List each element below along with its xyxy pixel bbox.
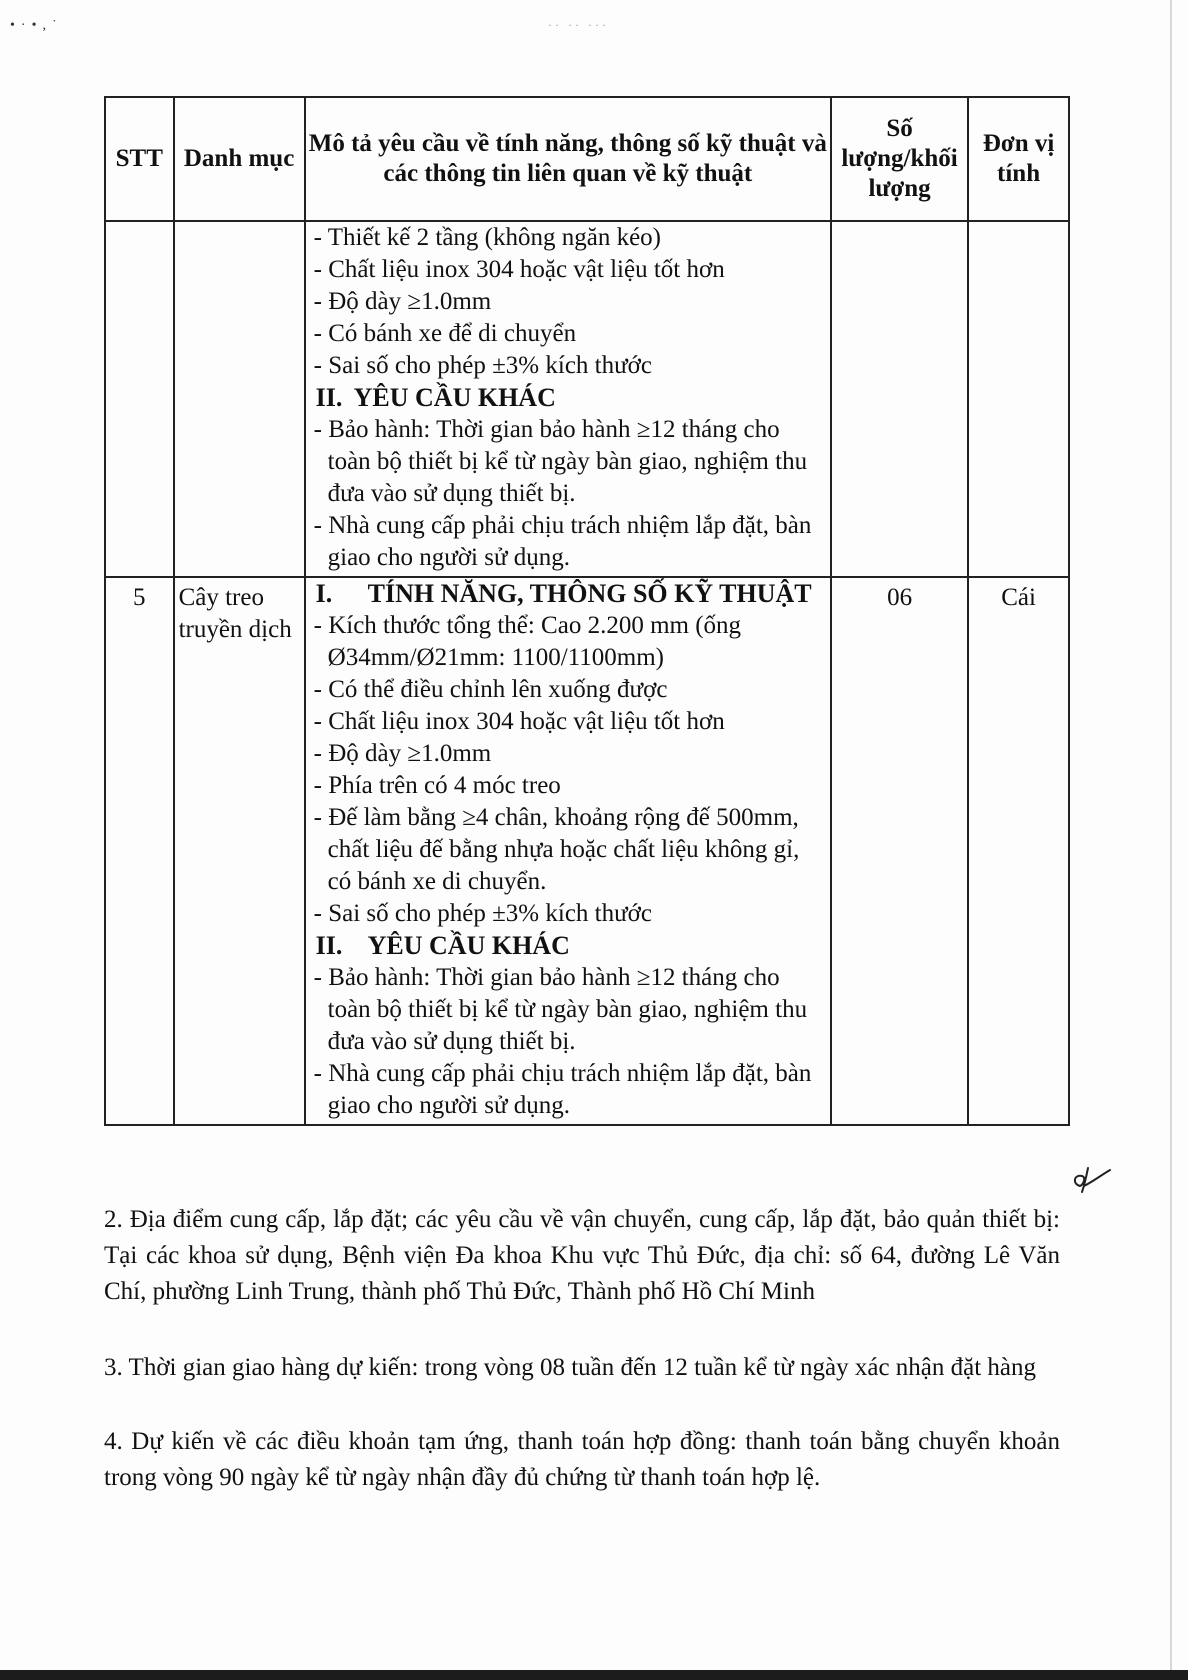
cell-quantity-continued xyxy=(831,221,968,577)
spec-line: - Chất liệu inox 304 hoặc vật liệu tốt hơn xyxy=(313,708,725,735)
spec-line: - Sai số cho phép ±3% kích thước xyxy=(313,352,652,379)
spec-line: - Độ dày ≥1.0mm xyxy=(313,288,492,315)
header-unit: Đơn vị tính xyxy=(968,97,1069,221)
section-heading-specs xyxy=(314,578,826,610)
scan-bottom-edge xyxy=(0,1670,1188,1680)
spec-line: - Đế làm bằng ≥4 chân, khoảng rộng đế 500mm, chất liệu đế bằng nhựa hoặc chất liệu không gỉ, có bánh xe di chuyển. xyxy=(313,804,800,895)
cell-unit-continued xyxy=(968,221,1069,577)
spec-line: - Kích thước tổng thể: Cao 2.200 mm (ống Ø34mm/Ø21mm: 1100/1100mm) xyxy=(313,612,742,671)
section-title: YÊU CẦU KHÁC xyxy=(353,383,556,412)
initials-signature-mark xyxy=(1070,1164,1112,1198)
spec-line: - Chất liệu inox 304 hoặc vật liệu tốt hơn xyxy=(313,256,725,283)
section-number: II. xyxy=(315,383,343,412)
cell-category-continued xyxy=(174,221,305,577)
spec-line: - Độ dày ≥1.0mm xyxy=(313,740,492,767)
spec-line: - Thiết kế 2 tầng (không ngăn kéo) xyxy=(313,224,662,251)
requirement-line: - Nhà cung cấp phải chịu trách nhiệm lắp đặt, bàn giao cho người sử dụng. xyxy=(313,1060,812,1119)
section-title: TÍNH NĂNG, THÔNG SỐ KỸ THUẬT xyxy=(367,579,812,608)
paragraph-delivery-location: 2. Địa điểm cung cấp, lắp đặt; các yêu cầu về vận chuyển, cung cấp, lắp đặt, bảo quản thiết bị: Tại các khoa sử dụng, Bệnh viện Đa khoa Khu vực Thủ Đức, địa chỉ: số 64, đường Lê Văn Chí, phường Linh Trung, thành phố Thủ Đức, Thành phố Hồ Chí Minh xyxy=(104,1206,1060,1305)
spec-line: - Có bánh xe để di chuyển xyxy=(313,320,577,347)
scan-artifact-dots: •·•,˙ xyxy=(10,18,63,33)
section-heading-other-requirements xyxy=(314,930,826,962)
spec-line: - Phía trên có 4 móc treo xyxy=(313,772,561,799)
cell-quantity-5: 06 xyxy=(831,577,968,1125)
header-stt: STT xyxy=(105,97,174,221)
scan-edge-shadow xyxy=(1170,0,1172,1680)
section-number: I. xyxy=(315,579,333,608)
header-description: Mô tả yêu cầu về tính năng, thông số kỹ thuật và các thông tin liên quan về kỹ thuật xyxy=(305,97,831,221)
cell-stt-5: 5 xyxy=(105,577,174,1125)
spec-table xyxy=(104,96,1070,1126)
spec-line: - Sai số cho phép ±3% kích thước xyxy=(313,900,652,927)
requirement-line: - Bảo hành: Thời gian bảo hành ≥12 tháng cho toàn bộ thiết bị kể từ ngày bàn giao, nghiệm thu đưa vào sử dụng thiết bị. xyxy=(313,964,808,1055)
section-number: II. xyxy=(315,931,343,960)
cell-description-5 xyxy=(305,577,831,1125)
paragraph-delivery-time: 3. Thời gian giao hàng dự kiến: trong vòng 08 tuần đến 12 tuần kể từ ngày xác nhận đặt hàng xyxy=(104,1354,1037,1381)
table-row-5 xyxy=(105,577,1069,1125)
spec-line: - Có thể điều chỉnh lên xuống được xyxy=(313,676,668,703)
cell-description-continued xyxy=(305,221,831,577)
table-header-row xyxy=(105,97,1069,221)
cell-stt-continued xyxy=(105,221,174,577)
paragraph-payment-terms: 4. Dự kiến về các điều khoản tạm ứng, thanh toán hợp đồng: thanh toán bằng chuyển khoản trong vòng 90 ngày kể từ ngày nhận đầy đủ chứng từ thanh toán hợp lệ. xyxy=(104,1428,1060,1491)
section-title: YÊU CẦU KHÁC xyxy=(367,931,570,960)
cell-category-5: Cây treo truyền dịch xyxy=(174,577,305,1125)
table-row-continued xyxy=(105,221,1069,577)
header-category: Danh mục xyxy=(174,97,305,221)
cell-unit-5: Cái xyxy=(968,577,1069,1125)
requirement-line: - Nhà cung cấp phải chịu trách nhiệm lắp đặt, bàn giao cho người sử dụng. xyxy=(313,512,812,571)
scan-artifact-smudge: ·· ·· ··· xyxy=(548,18,609,32)
section-heading-other-requirements xyxy=(314,382,826,414)
header-quantity: Số lượng/khối lượng xyxy=(831,97,968,221)
requirement-line: - Bảo hành: Thời gian bảo hành ≥12 tháng cho toàn bộ thiết bị kể từ ngày bàn giao, nghiệm thu đưa vào sử dụng thiết bị. xyxy=(313,416,808,507)
